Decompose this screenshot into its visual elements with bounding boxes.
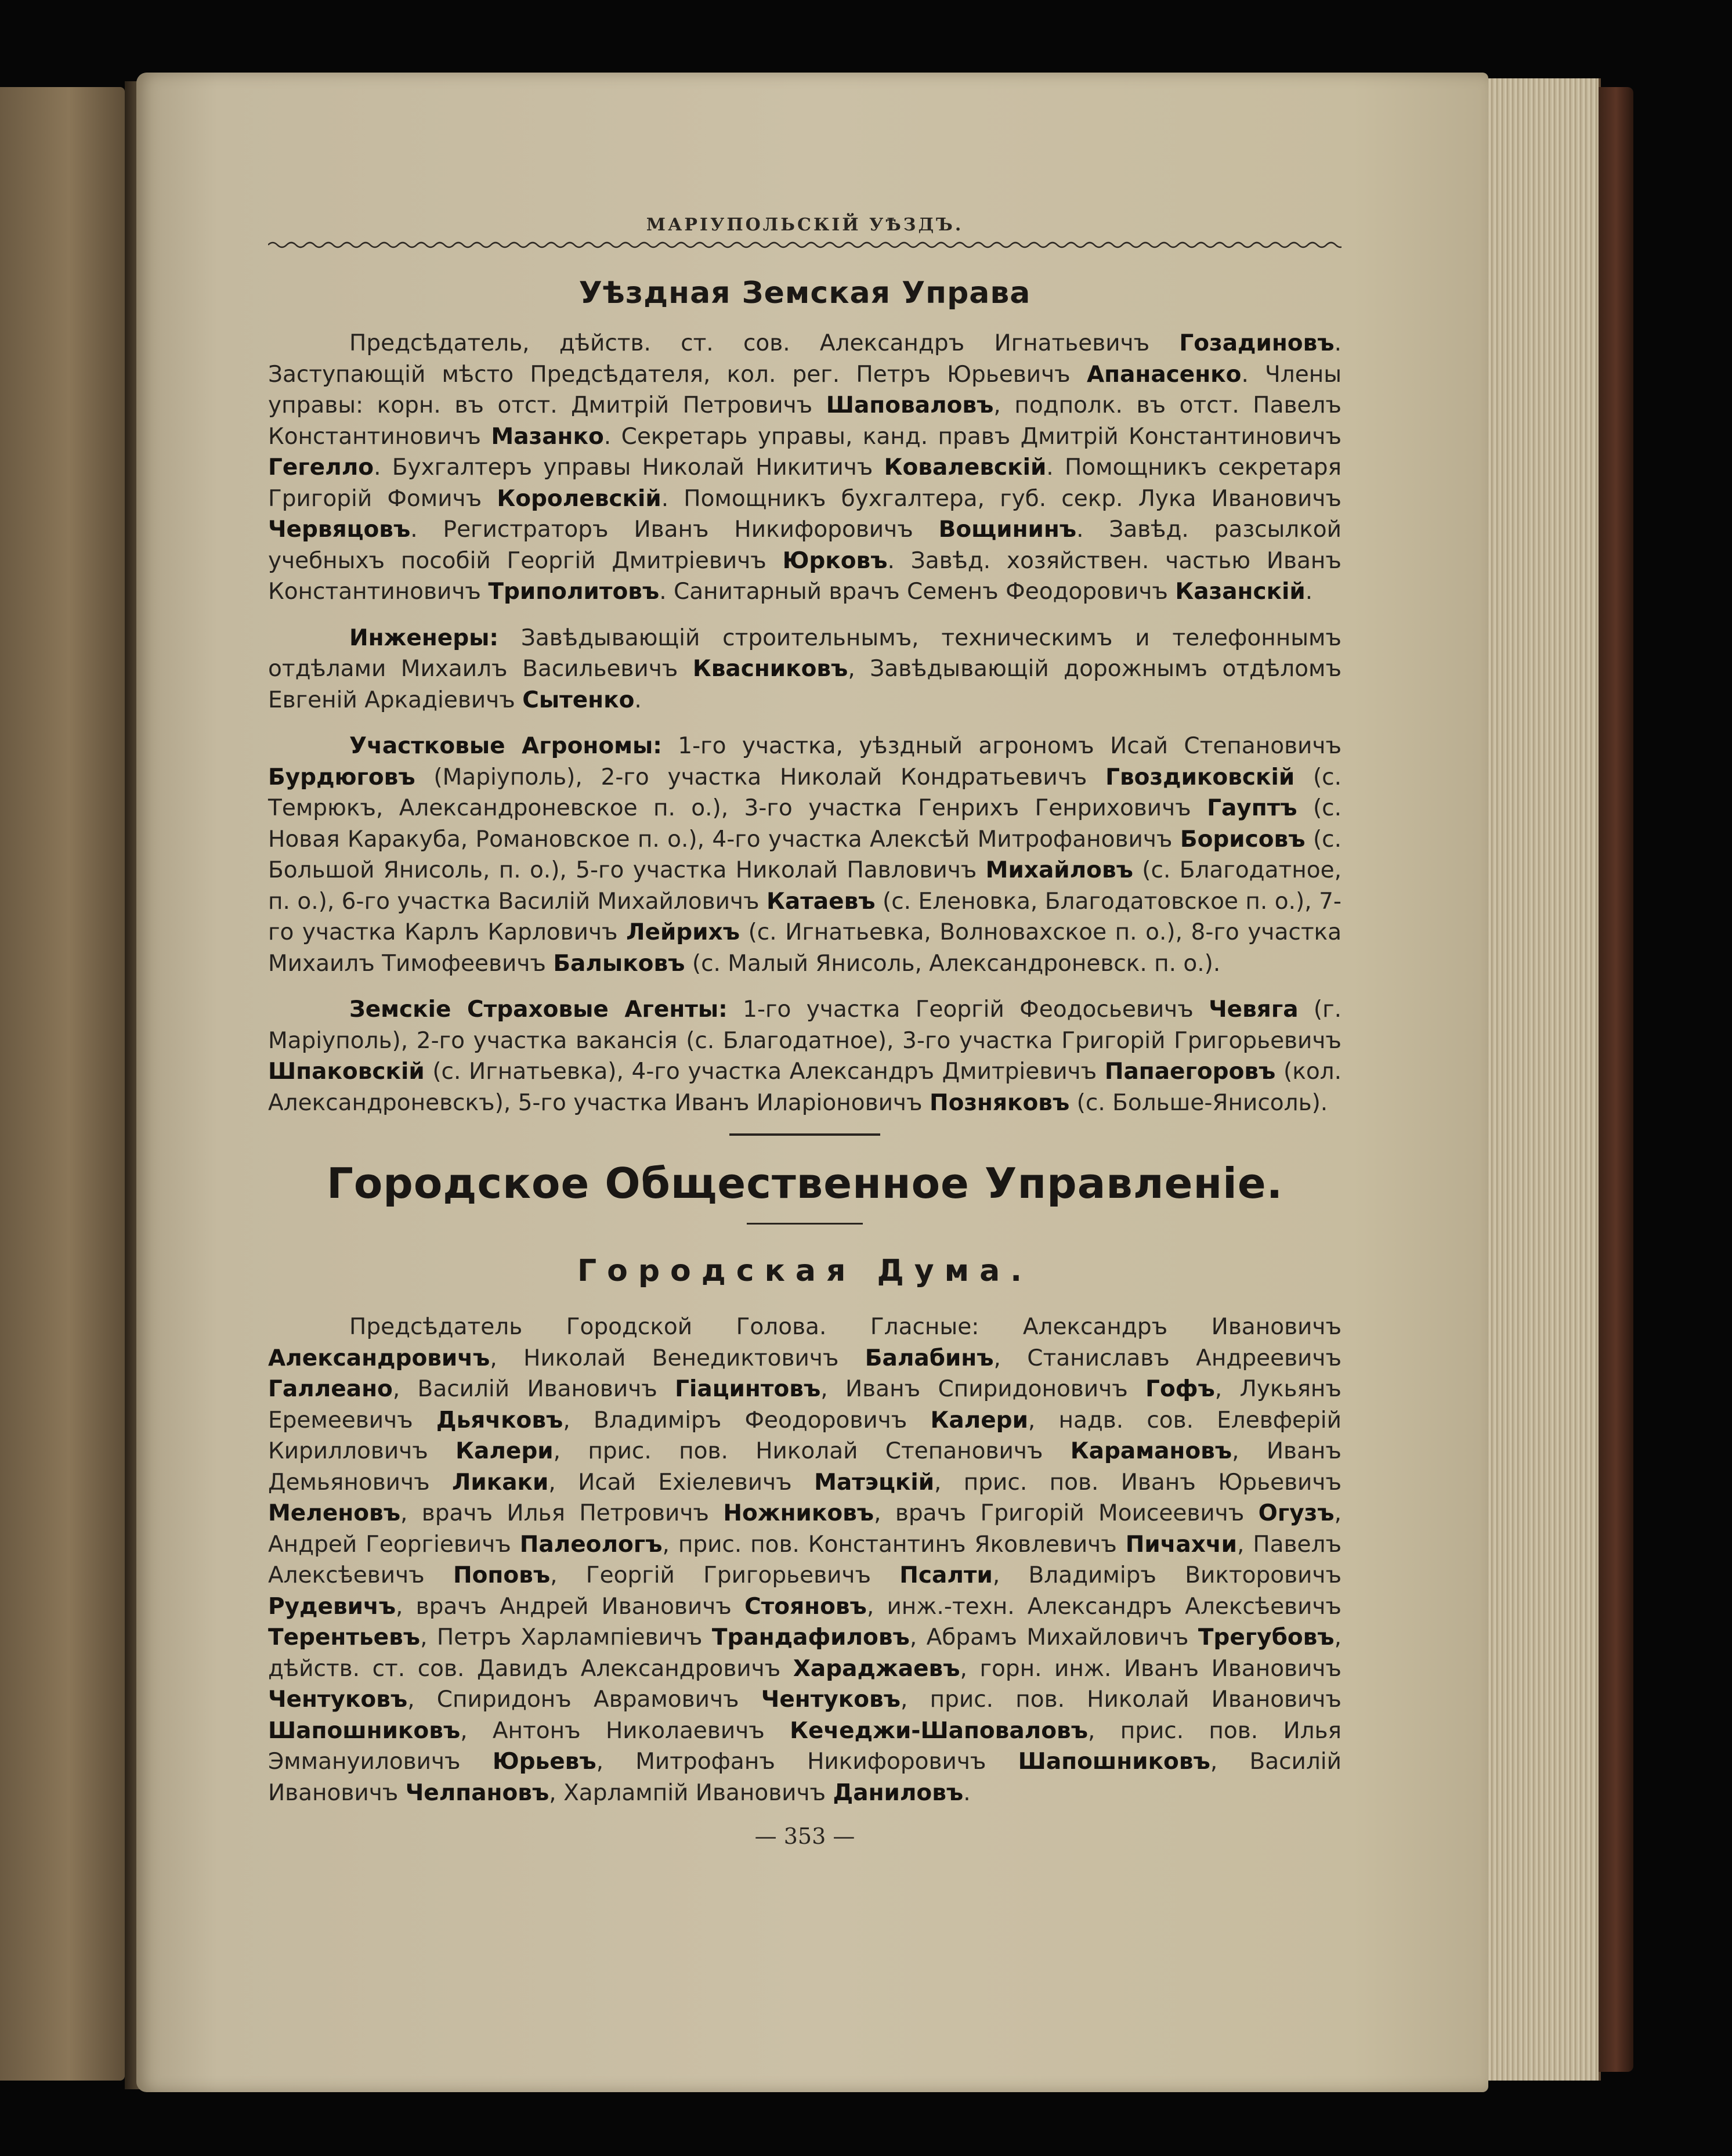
section-divider xyxy=(729,1133,880,1136)
section-title-city: Городское Общественное Управленіе. xyxy=(326,1159,1283,1208)
paragraph-agronomists: Участковые Агрономы: 1-го участка, уѣздный агрономъ Исай Степановичъ Бурдюговъ (Маріуполь), 2-го участка Николай Кондратьевичъ Гвоздиковскій (с. Темрюкъ, Александроневское п. о.), 3-го участка Генрихъ Генриховичъ Гауптъ (с. Новая Каракуба, Романовское п. о.), 4-го участка Алексѣй Митрофановичъ Борисовъ (с. Большой Янисоль, п. о.), 5-го участка Николай Павловичъ Михайловъ (с. Благодатное, п. о.), 6-го участка Василій Михайловичъ Катаевъ (с. Еленовка, Благодатовское п. о.), 7-го участка Карлъ Карловичъ Лейрихъ (с. Игнатьевка, Волновахское п. о.), 8-го участка Михаилъ Тимофеевичъ Балыковъ (с. Малый Янисоль, Александроневск. п. о.). xyxy=(268,733,1342,977)
page-number: — 353 — xyxy=(754,1823,855,1849)
book-cover xyxy=(1599,87,1633,2072)
paragraph-duma-members: Предсѣдатель Городской Голова. Гласные: Александръ Ивановичъ Александровичъ, Николай Венедиктовичъ Балабинъ, Станиславъ Андреевичъ Галлеано, Василій Ивановичъ Гіацинтовъ, Иванъ Спиридоновичъ Гофъ, Лукьянъ Еремеевичъ Дьячковъ, Владиміръ Феодоровичъ Калери, надв. сов. Елевферій Кирилловичъ Калери, прис. пов. Николай Степановичъ Карамановъ, Иванъ Демьяновичъ Ликаки, Исай Ехіелевичъ Матэцкій, прис. пов. Иванъ Юрьевичъ Меленовъ, врачъ Илья Петровичъ Ножниковъ, врачъ Григорій Моисеевичъ Огузъ, Андрей Георгіевичъ Палеологъ, прис. пов. Константинъ Яковлевичъ Пичахчи, Павелъ Алексѣевичъ Поповъ, Георгій Григорьевичъ Псалти, Владиміръ Викторовичъ Рудевичъ, врачъ Андрей Ивановичъ Стояновъ, инж.-техн. Александръ Алексѣевичъ Терентьевъ, Петръ Харлампіевичъ Трандафиловъ, Абрамъ Михайловичъ Трегубовъ, дѣйств. ст. сов. Давидъ Александровичъ Хараджаевъ, горн. инж. Иванъ Ивановичъ Чентуковъ, Спиридонъ Аврамовичъ Чентуковъ, прис. пов. Николай Ивановичъ Шапошниковъ, Антонъ Николаевичъ Кечеджи-Шаповаловъ, прис. пов. Илья Эммануиловичъ Юрьевъ, Митрофанъ Никифоровичъ Шапошниковъ, Василій Ивановичъ Челпановъ, Харлампій Ивановичъ Даниловъ. xyxy=(268,1314,1342,1806)
page-edges xyxy=(1488,78,1601,2081)
page-content xyxy=(268,212,1342,1849)
paragraph-engineers: Инженеры: Завѣдывающій строительнымъ, техническимъ и телефоннымъ отдѣлами Михаилъ Васильевичъ Квасниковъ, Завѣдывающій дорожнымъ отдѣломъ Евгеній Аркадіевичъ Сытенко. xyxy=(268,624,1342,713)
paragraph-insurance-agents: Земскіе Страховые Агенты: 1-го участка Георгій Феодосьевичъ Чевяга (г. Маріуполь), 2-го участка вакансія (с. Благодатное), 3-го участка Григорій Григорьевичъ Шпаковскій (с. Игнатьевка), 4-го участка Александръ Дмитріевичъ Папаегоровъ (кол. Александроневскъ), 5-го участка Иванъ Иларіоновичъ Позняковъ (с. Больше-Янисоль). xyxy=(268,996,1342,1116)
section-title-duma: Городская Дума. xyxy=(577,1254,1033,1288)
left-page-edge xyxy=(0,87,125,2081)
title-divider xyxy=(747,1223,863,1225)
paragraph-uprava-members: Предсѣдатель, дѣйств. ст. сов. Александръ Игнатьевичъ Гозадиновъ. Заступающій мѣсто Предсѣдателя, кол. рег. Петръ Юрьевичъ Апанасенко. Члены управы: корн. въ отст. Дмитрій Петровичъ Шаповаловъ, подполк. въ отст. Павелъ Константиновичъ Мазанко. Секретарь управы, канд. правъ Дмитрій Константиновичъ Гегелло. Бухгалтеръ управы Николай Никитичъ Ковалевскій. Помощникъ секретаря Григорій Фомичъ Королевскій. Помощникъ бухгалтера, губ. секр. Лука Ивановичъ Червяцовъ. Регистраторъ Иванъ Никифоровичъ Вощининъ. Завѣд. разсылкой учебныхъ пособій Георгій Дмитріевичъ Юрковъ. Завѣд. хозяйствен. частью Иванъ Константиновичъ Триполитовъ. Санитарный врачъ Семенъ Феодоровичъ Казанскій. xyxy=(268,330,1342,605)
wavy-rule xyxy=(268,239,1342,251)
section-title-uprava: Уѣздная Земская Управа xyxy=(578,276,1031,310)
running-head: МАРІУПОЛЬСКІЙ УѢЗДЪ. xyxy=(646,215,964,235)
